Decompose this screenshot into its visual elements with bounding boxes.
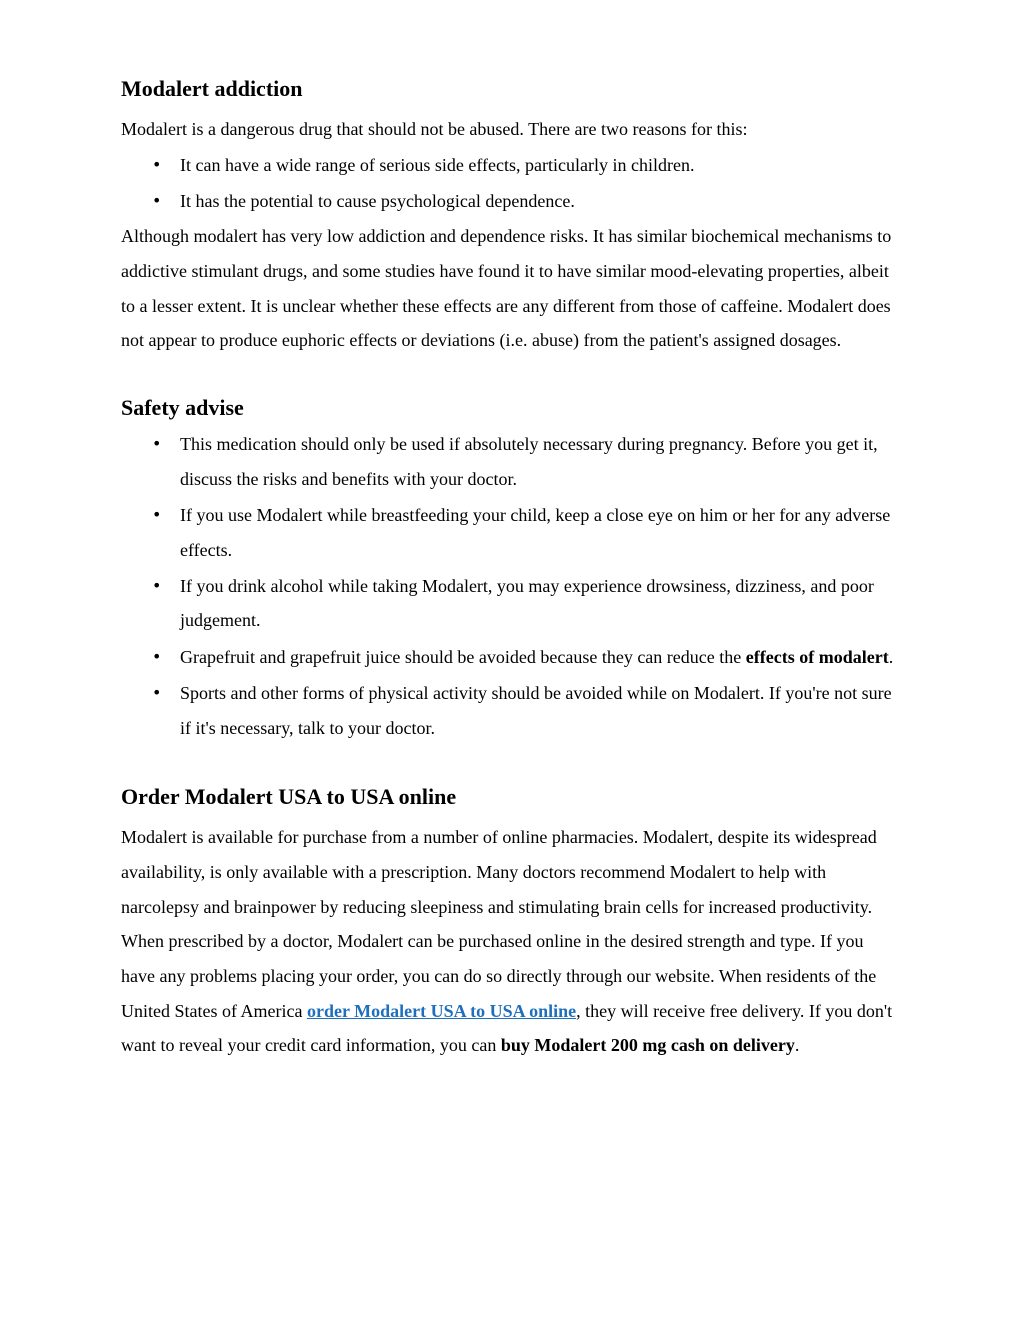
list-item: • If you use Modalert while breastfeeding your child, keep a close eye on him or her for any adverse effects. (121, 498, 901, 567)
list-item: • If you drink alcohol while taking Modalert, you may experience drowsiness, dizziness, and poor judgement. (121, 569, 901, 638)
addiction-paragraph: Although modalert has very low addiction and dependence risks. It has similar biochemical mechanisms to addictive stimulant drugs, and some studies have found it to have similar mood-elevating properties, albeit to a lesser extent. It is unclear whether these effects are any different from those of caffeine. Modalert does not appear to produce euphoric effects or deviations (i.e. abuse) from the patient's assigned dosages. (121, 226, 892, 351)
order-paragraph (121, 820, 901, 1063)
heading-modalert-addiction: Modalert addiction (121, 76, 303, 101)
bullet-end: . (888, 646, 894, 667)
list-item: • Sports and other forms of physical activity should be avoided while on Modalert. If you're not sure if it's necessary, talk to your doctor. (121, 676, 901, 745)
section-modalert-addiction (121, 72, 901, 358)
section-order-online (121, 780, 901, 1063)
bullet-text: Grapefruit and grapefruit juice should be avoided because they can reduce the (180, 646, 746, 667)
list-item: • This medication should only be used if absolutely necessary during pregnancy. Before you get it, discuss the risks and benefits with your doctor. (121, 427, 901, 496)
safety-list (121, 427, 901, 745)
list-item: • It has the potential to cause psychological dependence. (121, 184, 901, 219)
order-modalert-link[interactable]: order Modalert USA to USA online (306, 1000, 577, 1021)
bold-effects-of-modalert: effects of modalert (745, 646, 889, 667)
bold-cash-on-delivery: buy Modalert 200 mg cash on delivery (500, 1035, 795, 1056)
list-item (121, 640, 901, 675)
addiction-intro: Modalert is a dangerous drug that should not be abused. There are two reasons for this: (121, 119, 748, 139)
document-content (121, 72, 901, 1063)
order-text-continued: , they will receive free delivery. If you don't want to reveal your credit card information, you can (121, 1000, 893, 1056)
order-text: Modalert is available for purchase from a number of online pharmacies. Modalert, despite its widespread availability, is only available with a prescription. Many doctors recommend Modalert to help with narcolepsy and brainpower by reducing sleepiness and stimulating brain cells for increased productivity. When prescribed by a doctor, Modalert can be purchased online in the desired strength and type. If you have any problems placing your order, you can do so directly through our website. When residents of the United States of America (121, 827, 877, 1021)
list-item: • It can have a wide range of serious side effects, particularly in children. (121, 148, 901, 183)
section-safety-advise (121, 391, 901, 745)
order-text-end: . (794, 1035, 800, 1056)
heading-order-online: Order Modalert USA to USA online (121, 784, 457, 810)
heading-safety-advise: Safety advise (121, 394, 244, 420)
addiction-reasons-list (121, 148, 901, 219)
